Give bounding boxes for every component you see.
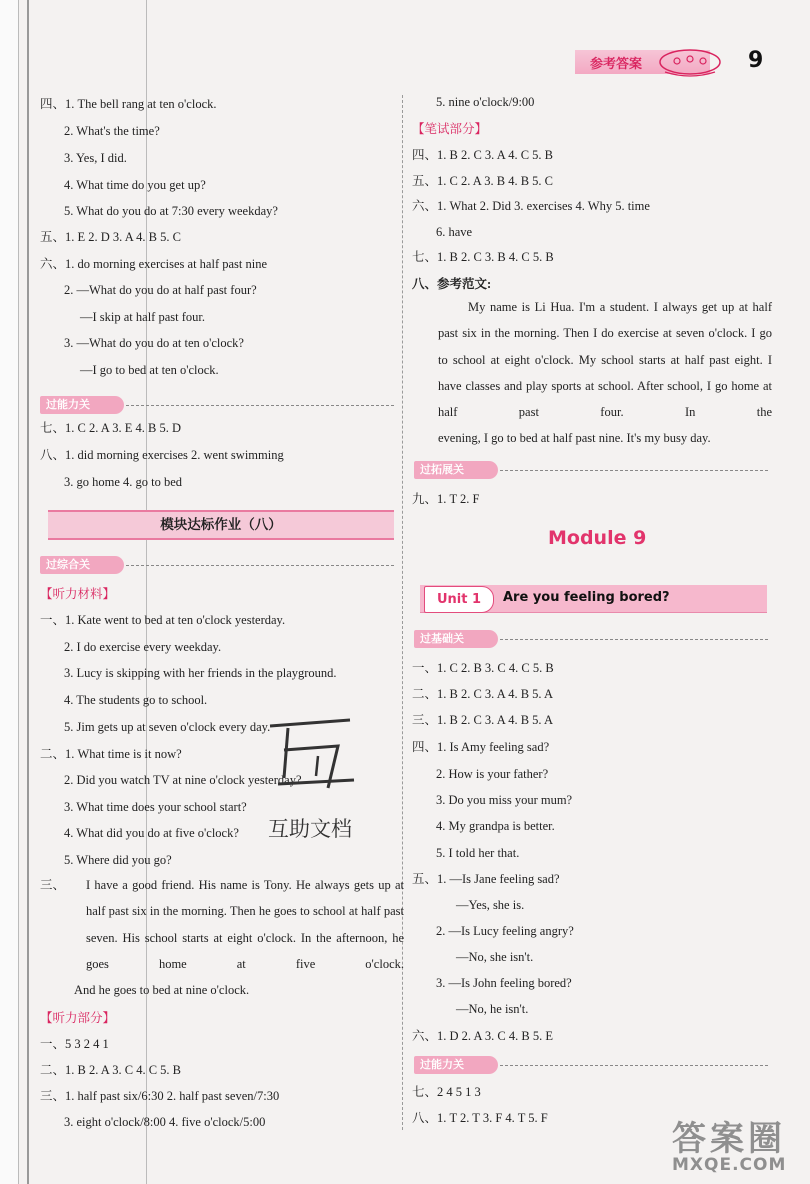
subsection-heading: 【笔试部分】 — [412, 121, 488, 136]
answer-line: 二、1. B 2. A 3. C 4. C 5. B — [40, 1063, 181, 1077]
corner-watermark — [672, 1120, 786, 1174]
answer-line: 四、1. Is Amy feeling sad? — [412, 740, 550, 754]
section-tag: 过能力关 — [40, 396, 124, 414]
answer-line: 二、1. B 2. C 3. A 4. B 5. A — [412, 687, 553, 701]
answer-line: 5. I told her that. — [436, 846, 520, 860]
decoration-icon — [655, 44, 725, 80]
page-number: 9 — [748, 48, 764, 73]
section-tag: 过综合关 — [40, 556, 124, 574]
answer-line: 3. What time does your school start? — [64, 800, 247, 814]
answer-line: 5. Jim gets up at seven o'clock every day. — [64, 720, 271, 734]
subsection-heading: 【听力部分】 — [40, 1010, 116, 1025]
answer-line: 2. How is your father? — [436, 767, 549, 781]
answer-line: 4. What did you do at five o'clock? — [64, 826, 239, 840]
model-essay-last-line: evening, I go to bed at half past nine. It's my busy day. — [438, 431, 711, 445]
answer-line: 七、1. C 2. A 3. E 4. B 5. D — [40, 421, 181, 435]
answer-line: 七、2 4 5 1 3 — [412, 1085, 481, 1099]
answer-line: 五、1. C 2. A 3. B 4. B 5. C — [412, 174, 553, 188]
passage-last-line: And he goes to bed at nine o'clock. — [74, 983, 250, 997]
dashed-rule — [500, 470, 768, 471]
answer-line: 一、1. Kate went to bed at ten o'clock yesterday. — [40, 613, 286, 627]
dashed-rule — [500, 1065, 768, 1066]
section-tag: 过基础关 — [414, 630, 498, 648]
answer-line: 5. Where did you go? — [64, 853, 172, 867]
stamp-watermark — [258, 718, 408, 858]
answer-line: 3. eight o'clock/8:00 4. five o'clock/5:00 — [64, 1115, 266, 1129]
stamp-text: 互助文档 — [268, 817, 352, 841]
answer-line: 3. Lucy is skipping with her friends in the playground. — [64, 666, 337, 680]
subsection-heading: 【听力材料】 — [40, 586, 116, 601]
watermark-url: MXQE.COM — [672, 1155, 787, 1175]
passage-first-line: I have a good friend. His name is Tony. He always gets up at half past six in the morning. Then he goes to school at half past seven. His school starts at eight o'clock. In the afternoon, he goes home at five o'clock. — [86, 878, 404, 971]
unit-title: Are you feeling bored? — [503, 590, 670, 605]
answer-line: 九、1. T 2. F — [412, 492, 480, 506]
unit-label-box — [424, 586, 494, 613]
answer-line: 三、1. B 2. C 3. A 4. B 5. A — [412, 713, 553, 727]
model-essay: My name is Li Hua. I'm a student. I always get up at half past six in the morning. Then I do exercise at seven o'clock. I go to school at eight o'clock. My school starts at half past eight. I have classes and play sports at school. After school, I go home at half past four. In the — [438, 300, 772, 420]
section-tag: 过拓展关 — [414, 461, 498, 479]
answer-line: 八、1. T 2. T 3. F 4. T 5. F — [412, 1111, 548, 1125]
answer-line: 3. —Is John feeling bored? — [436, 976, 572, 990]
answer-line: 3. Do you miss your mum? — [436, 793, 573, 807]
answer-line: 八、参考范文: — [412, 277, 492, 291]
unit-label: Unit 1 — [436, 592, 482, 607]
answer-line: 5. What do you do at 7:30 every weekday? — [64, 204, 278, 218]
answer-line: 六、1. D 2. A 3. C 4. B 5. E — [412, 1029, 553, 1043]
answer-line: 六、1. What 2. Did 3. exercises 4. Why 5. time — [412, 199, 650, 213]
answer-line: 4. My grandpa is better. — [436, 819, 555, 833]
answer-line: 3. —What do you do at ten o'clock? — [64, 336, 244, 350]
answer-line: —I skip at half past four. — [80, 310, 205, 324]
answer-line: 2. Did you watch TV at nine o'clock yesterday? — [64, 773, 302, 787]
answer-line: 6. have — [436, 225, 473, 239]
answer-line: 四、1. The bell rang at ten o'clock. — [40, 97, 217, 111]
section-tag: 过能力关 — [414, 1056, 498, 1074]
dashed-rule — [126, 565, 394, 566]
answer-line: 2. I do exercise every weekday. — [64, 640, 222, 654]
answer-line: 五、1. —Is Jane feeling sad? — [412, 872, 560, 886]
answer-line: 2. What's the time? — [64, 124, 160, 138]
answer-line: 4. What time do you get up? — [64, 178, 206, 192]
answer-line: 六、1. do morning exercises at half past nine — [40, 257, 268, 271]
book-spine-line — [27, 0, 29, 1184]
answer-line: 3. go home 4. go to bed — [64, 475, 183, 489]
answer-line: 一、5 3 2 4 1 — [40, 1037, 109, 1051]
book-edge — [0, 0, 19, 1184]
answer-line: 2. —What do you do at half past four? — [64, 283, 257, 297]
answer-line: 二、1. What time is it now? — [40, 747, 182, 761]
answer-line: 五、1. E 2. D 3. A 4. B 5. C — [40, 230, 181, 244]
answer-line: —Yes, she is. — [456, 898, 525, 912]
answer-line: 七、1. B 2. C 3. B 4. C 5. B — [412, 250, 554, 264]
section-title: 模块达标作业（八） — [160, 517, 282, 533]
dashed-rule — [500, 639, 768, 640]
answer-line: 八、1. did morning exercises 2. went swimming — [40, 448, 284, 462]
answer-line: —I go to bed at ten o'clock. — [80, 363, 219, 377]
answer-line: 一、1. C 2. B 3. C 4. C 5. B — [412, 661, 554, 675]
answer-line: 5. nine o'clock/9:00 — [436, 95, 535, 109]
answer-line: —No, she isn't. — [456, 950, 534, 964]
answer-number: 三、 — [40, 878, 66, 892]
dashed-rule — [126, 405, 394, 406]
section-title-bar — [48, 510, 394, 540]
answer-line: 4. The students go to school. — [64, 693, 208, 707]
watermark-logo-text: 答案圈 — [672, 1119, 786, 1159]
answer-line: —No, he isn't. — [456, 1002, 529, 1016]
header-label: 参考答案 — [590, 57, 643, 72]
module-heading: Module 9 — [548, 527, 647, 549]
answer-line: 三、1. half past six/6:30 2. half past seven/7:30 — [40, 1089, 280, 1103]
answer-line: 3. Yes, I did. — [64, 151, 127, 165]
answer-line: 2. —Is Lucy feeling angry? — [436, 924, 574, 938]
answer-line: 四、1. B 2. C 3. A 4. C 5. B — [412, 148, 553, 162]
